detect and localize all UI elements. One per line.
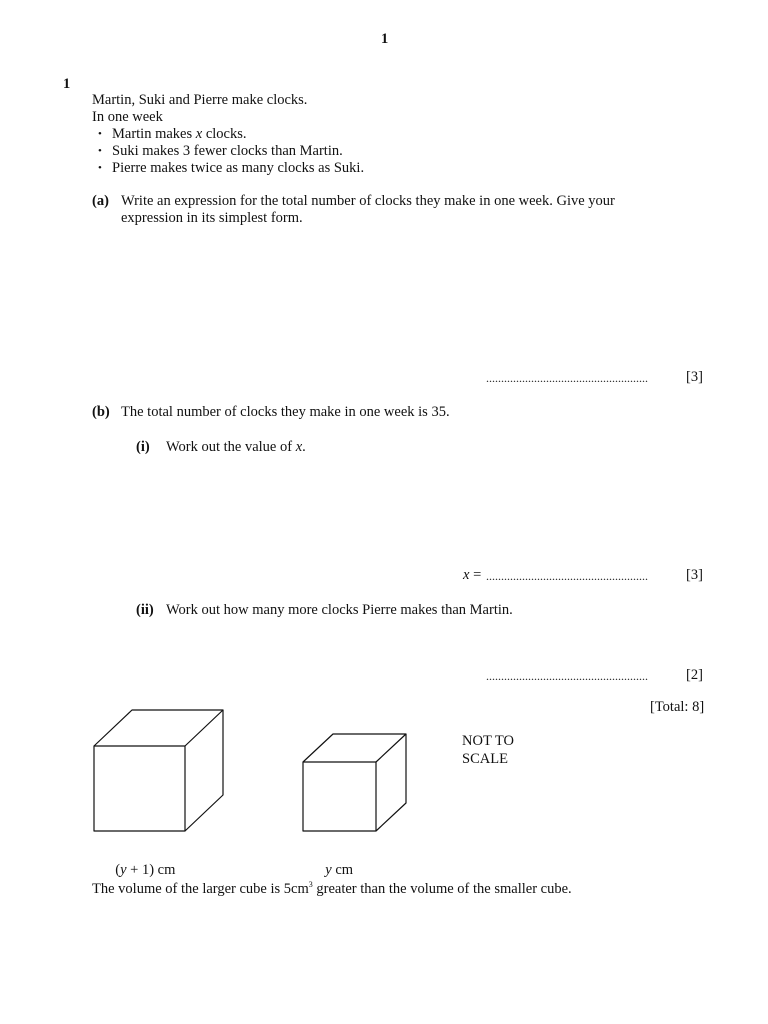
part-b-label: (b) [92,404,110,420]
large-cube [94,710,223,831]
variable-x: x [195,126,203,142]
bullet-text: Martin makes [112,126,196,142]
equals-sign: = [469,567,485,583]
volume-statement-post: greater than the volume of the smaller cube. [312,881,572,897]
volume-statement-pre: The volume of the larger cube is 5cm [92,881,309,897]
variable-x: x [463,567,470,583]
bullet-text: clocks. [202,126,247,142]
part-b-text: The total number of clocks they make in one week is 35. [121,404,450,420]
bullet-text: Pierre makes twice as many clocks as Suki. [112,160,365,176]
small-cube-label [318,845,353,879]
label-open-paren: ( [115,862,121,878]
label-rest: + 1) cm [126,862,176,878]
variable-y: y [325,862,332,878]
part-b-i-text-post: . [302,439,306,455]
superscript-3: 3 [308,880,313,889]
intro-line-1: Martin, Suki and Pierre make clocks. [92,92,308,108]
part-b-ii-answer-line[interactable]: ...................................................... [486,669,648,683]
variable-y: y [120,862,127,878]
total-marks: [Total: 8] [650,699,705,715]
part-b-i-label: (i) [136,439,150,455]
part-b-ii-marks: [2] [686,667,703,683]
large-cube-label [108,845,175,879]
intro-line-2: In one week [92,109,163,125]
part-b-i-marks: [3] [686,567,703,583]
part-a-text-line-2: expression in its simplest form. [121,210,303,226]
label-rest: cm [331,862,354,878]
page-number: 1 [381,31,389,47]
variable-x: x [295,439,303,455]
part-a-text-line-1: Write an expression for the total number of clocks they make in one week. Give your [121,193,615,209]
bullet-text: Suki makes 3 fewer clocks than Martin. [112,143,343,159]
part-b-ii-label: (ii) [136,602,154,618]
part-b-i-answer-line[interactable]: ...................................................... [486,569,648,583]
part-b-ii-text: Work out how many more clocks Pierre makes than Martin. [166,602,513,618]
part-b-i-text-pre: Work out the value of [166,439,296,455]
not-to-scale-label-line-1: NOT TO [462,733,514,749]
part-a-answer-line[interactable]: ...................................................... [486,371,648,385]
small-cube [303,734,406,831]
volume-statement [92,881,572,898]
part-a-label: (a) [92,193,109,209]
part-a-marks: [3] [686,369,703,385]
not-to-scale-label-line-2: SCALE [462,751,508,767]
question-number: 1 [63,76,71,92]
